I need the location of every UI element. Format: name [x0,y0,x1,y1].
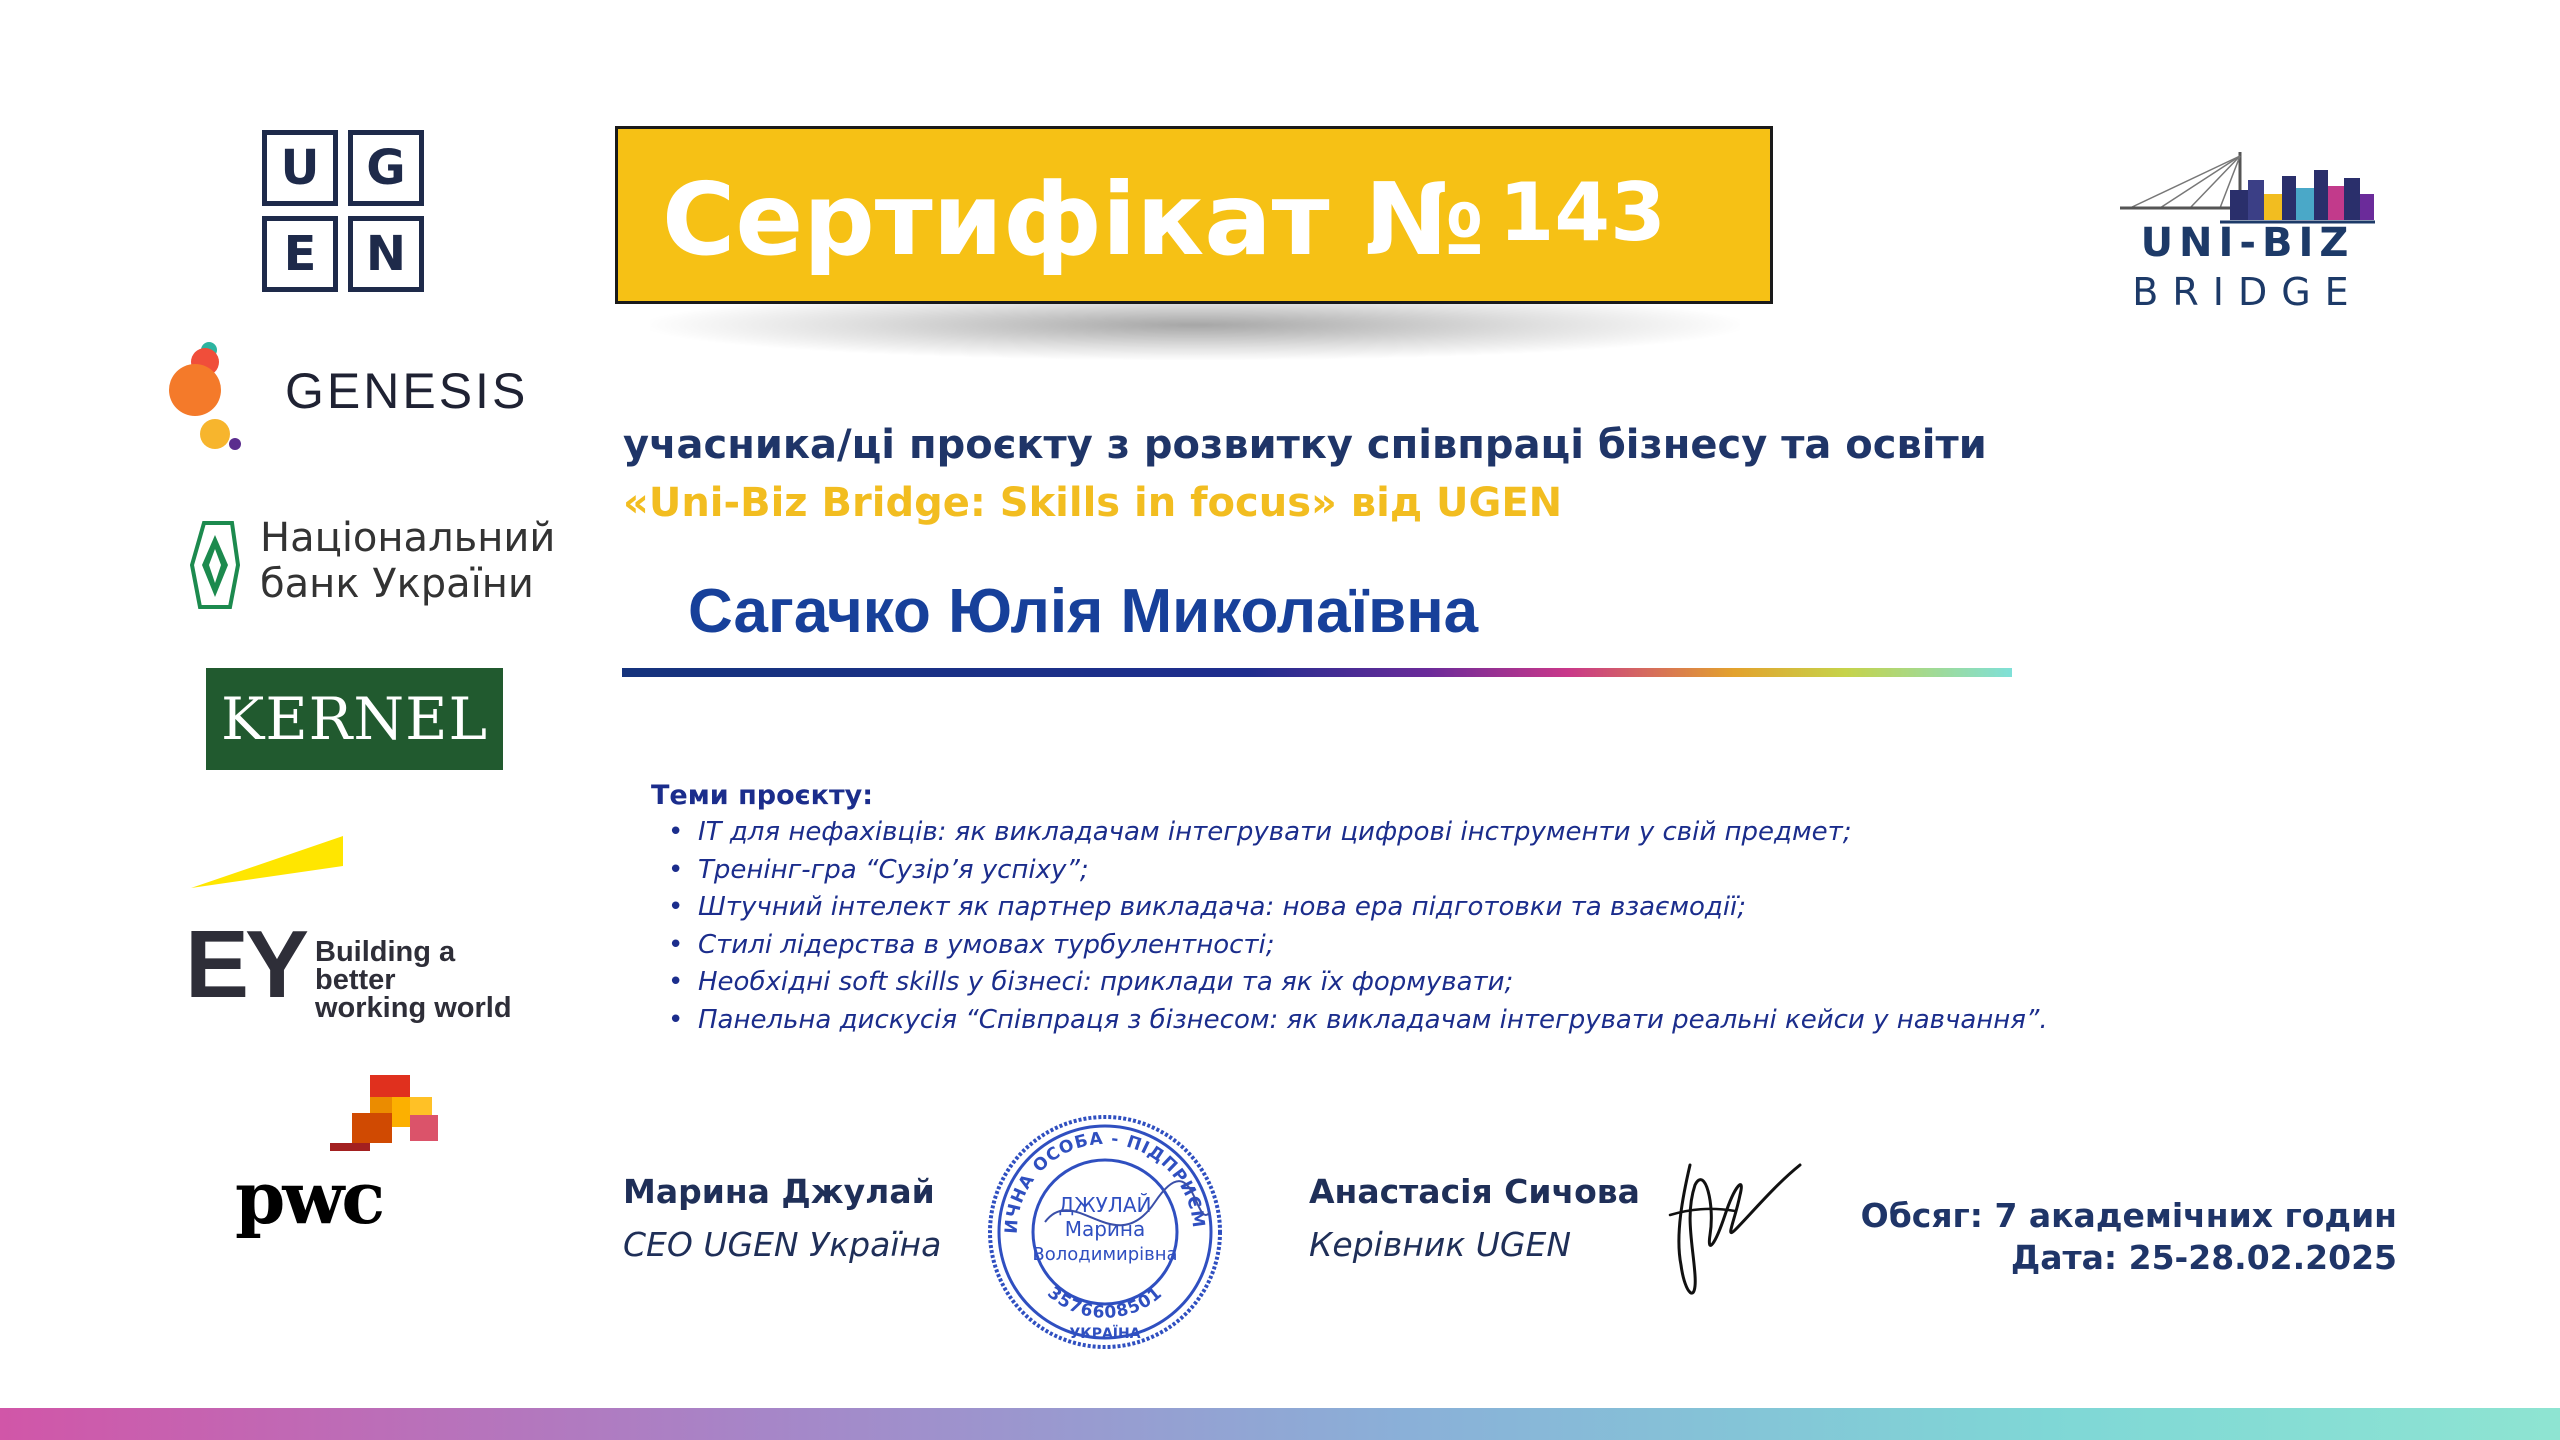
kernel-logo [206,668,503,770]
stamp-code: 3576608501 [1043,1282,1167,1324]
ugen-letter: E [262,216,338,292]
stamp-inner-line3: Володимирівна [1032,1244,1178,1265]
ey-logo [185,830,525,1024]
ey-tagline-line1: Building a better [315,936,456,996]
genesis-logo [165,330,529,460]
course-volume: Обсяг: 7 академічних годин [1860,1196,2397,1235]
signature-icon [1655,1145,1805,1310]
nbu-emblem-icon [190,521,240,609]
course-date: Дата: 25-28.02.2025 [2010,1238,2397,1277]
ey-beam-icon [191,830,351,890]
project-name-line: «Uni-Biz Bridge: Skills in focus» від UGEN [623,480,1563,526]
pwc-logo [235,1075,455,1245]
course-details [1861,1195,2397,1279]
topic-item: • Панельна дискусія “Співпраця з бізнесом: як викладачам інтегрувати реальні кейси у навчання”. [668,1002,2048,1040]
bottom-gradient-band [0,1408,2560,1440]
stamp-outer-text: ИЧНА ОСОБА - ПІДПРИЄМ [1001,1128,1209,1235]
bridge-skyline-icon [2120,150,2375,225]
participant-line: учасника/ці проєкту з розвитку співпраці бізнесу та освіти [623,422,1987,468]
ugen-letter: G [348,130,424,206]
kernel-wordmark: KERNEL [221,685,488,753]
topic-item: • Необхідні soft skills у бізнесі: приклади та як їх формувати; [668,964,2048,1002]
signer-head [1309,1172,1640,1264]
topic-item: • Тренінг-гра “Сузір’я успіху”; [668,852,2048,890]
topic-item: • Стилі лідерства в умовах турбулентності; [668,927,2048,965]
unibiz-bridge-logo [2120,150,2375,320]
nbu-logo [188,515,556,615]
genesis-wordmark: GENESIS [285,363,529,419]
ugen-logo [262,130,424,292]
certificate-banner [615,126,1773,304]
nbu-name-line2: банк України [260,561,534,607]
gradient-divider [622,668,2012,677]
stamp-bottom-text: УКРАЇНА [1069,1326,1141,1342]
handwritten-signature [1655,1145,1805,1310]
ugen-letter: N [348,216,424,292]
svg-text:3576608501 [1043,1283,1166,1323]
ey-wordmark: EY [185,911,306,1018]
topics-list [668,814,2048,1039]
ey-tagline-line2: working world [315,992,512,1024]
certificate-number: 143 [1498,166,1666,259]
ugen-letter: U [262,130,338,206]
signer-role: Керівник UGEN [1309,1225,1572,1264]
topics-heading: Теми проєкту: [651,780,874,811]
topic-item: • Штучний інтелект як партнер викладача: нова ера підготовки та взаємодії; [668,889,2048,927]
signer-ceo [623,1172,941,1264]
signer-role: CEO UGEN Україна [623,1225,942,1264]
official-stamp [985,1112,1225,1352]
signer-name: Анастасія Сичова [1309,1172,1640,1211]
recipient-name: Сагачко Юлія Миколаївна [688,577,1479,646]
stamp-inner-line2: Марина [1064,1217,1146,1241]
certificate-title: Сертифікат № [662,161,1485,278]
signer-name: Марина Джулай [623,1172,935,1211]
genesis-dots-icon [165,330,285,460]
bridge-wordmark: BRIDGE [2132,270,2363,314]
nbu-name-line1: Національний [260,515,556,561]
pwc-blocks-icon [330,1075,460,1160]
unibiz-wordmark: UNI-BIZ [2140,220,2355,266]
topic-item: • ІТ для нефахівців: як викладачам інтегрувати цифрові інструменти у свій предмет; [668,814,2048,852]
stamp-inner-line1: ДЖУЛАЙ [1058,1193,1152,1217]
pwc-wordmark: pwc [235,1155,383,1240]
stamp-seal-icon [985,1112,1225,1352]
